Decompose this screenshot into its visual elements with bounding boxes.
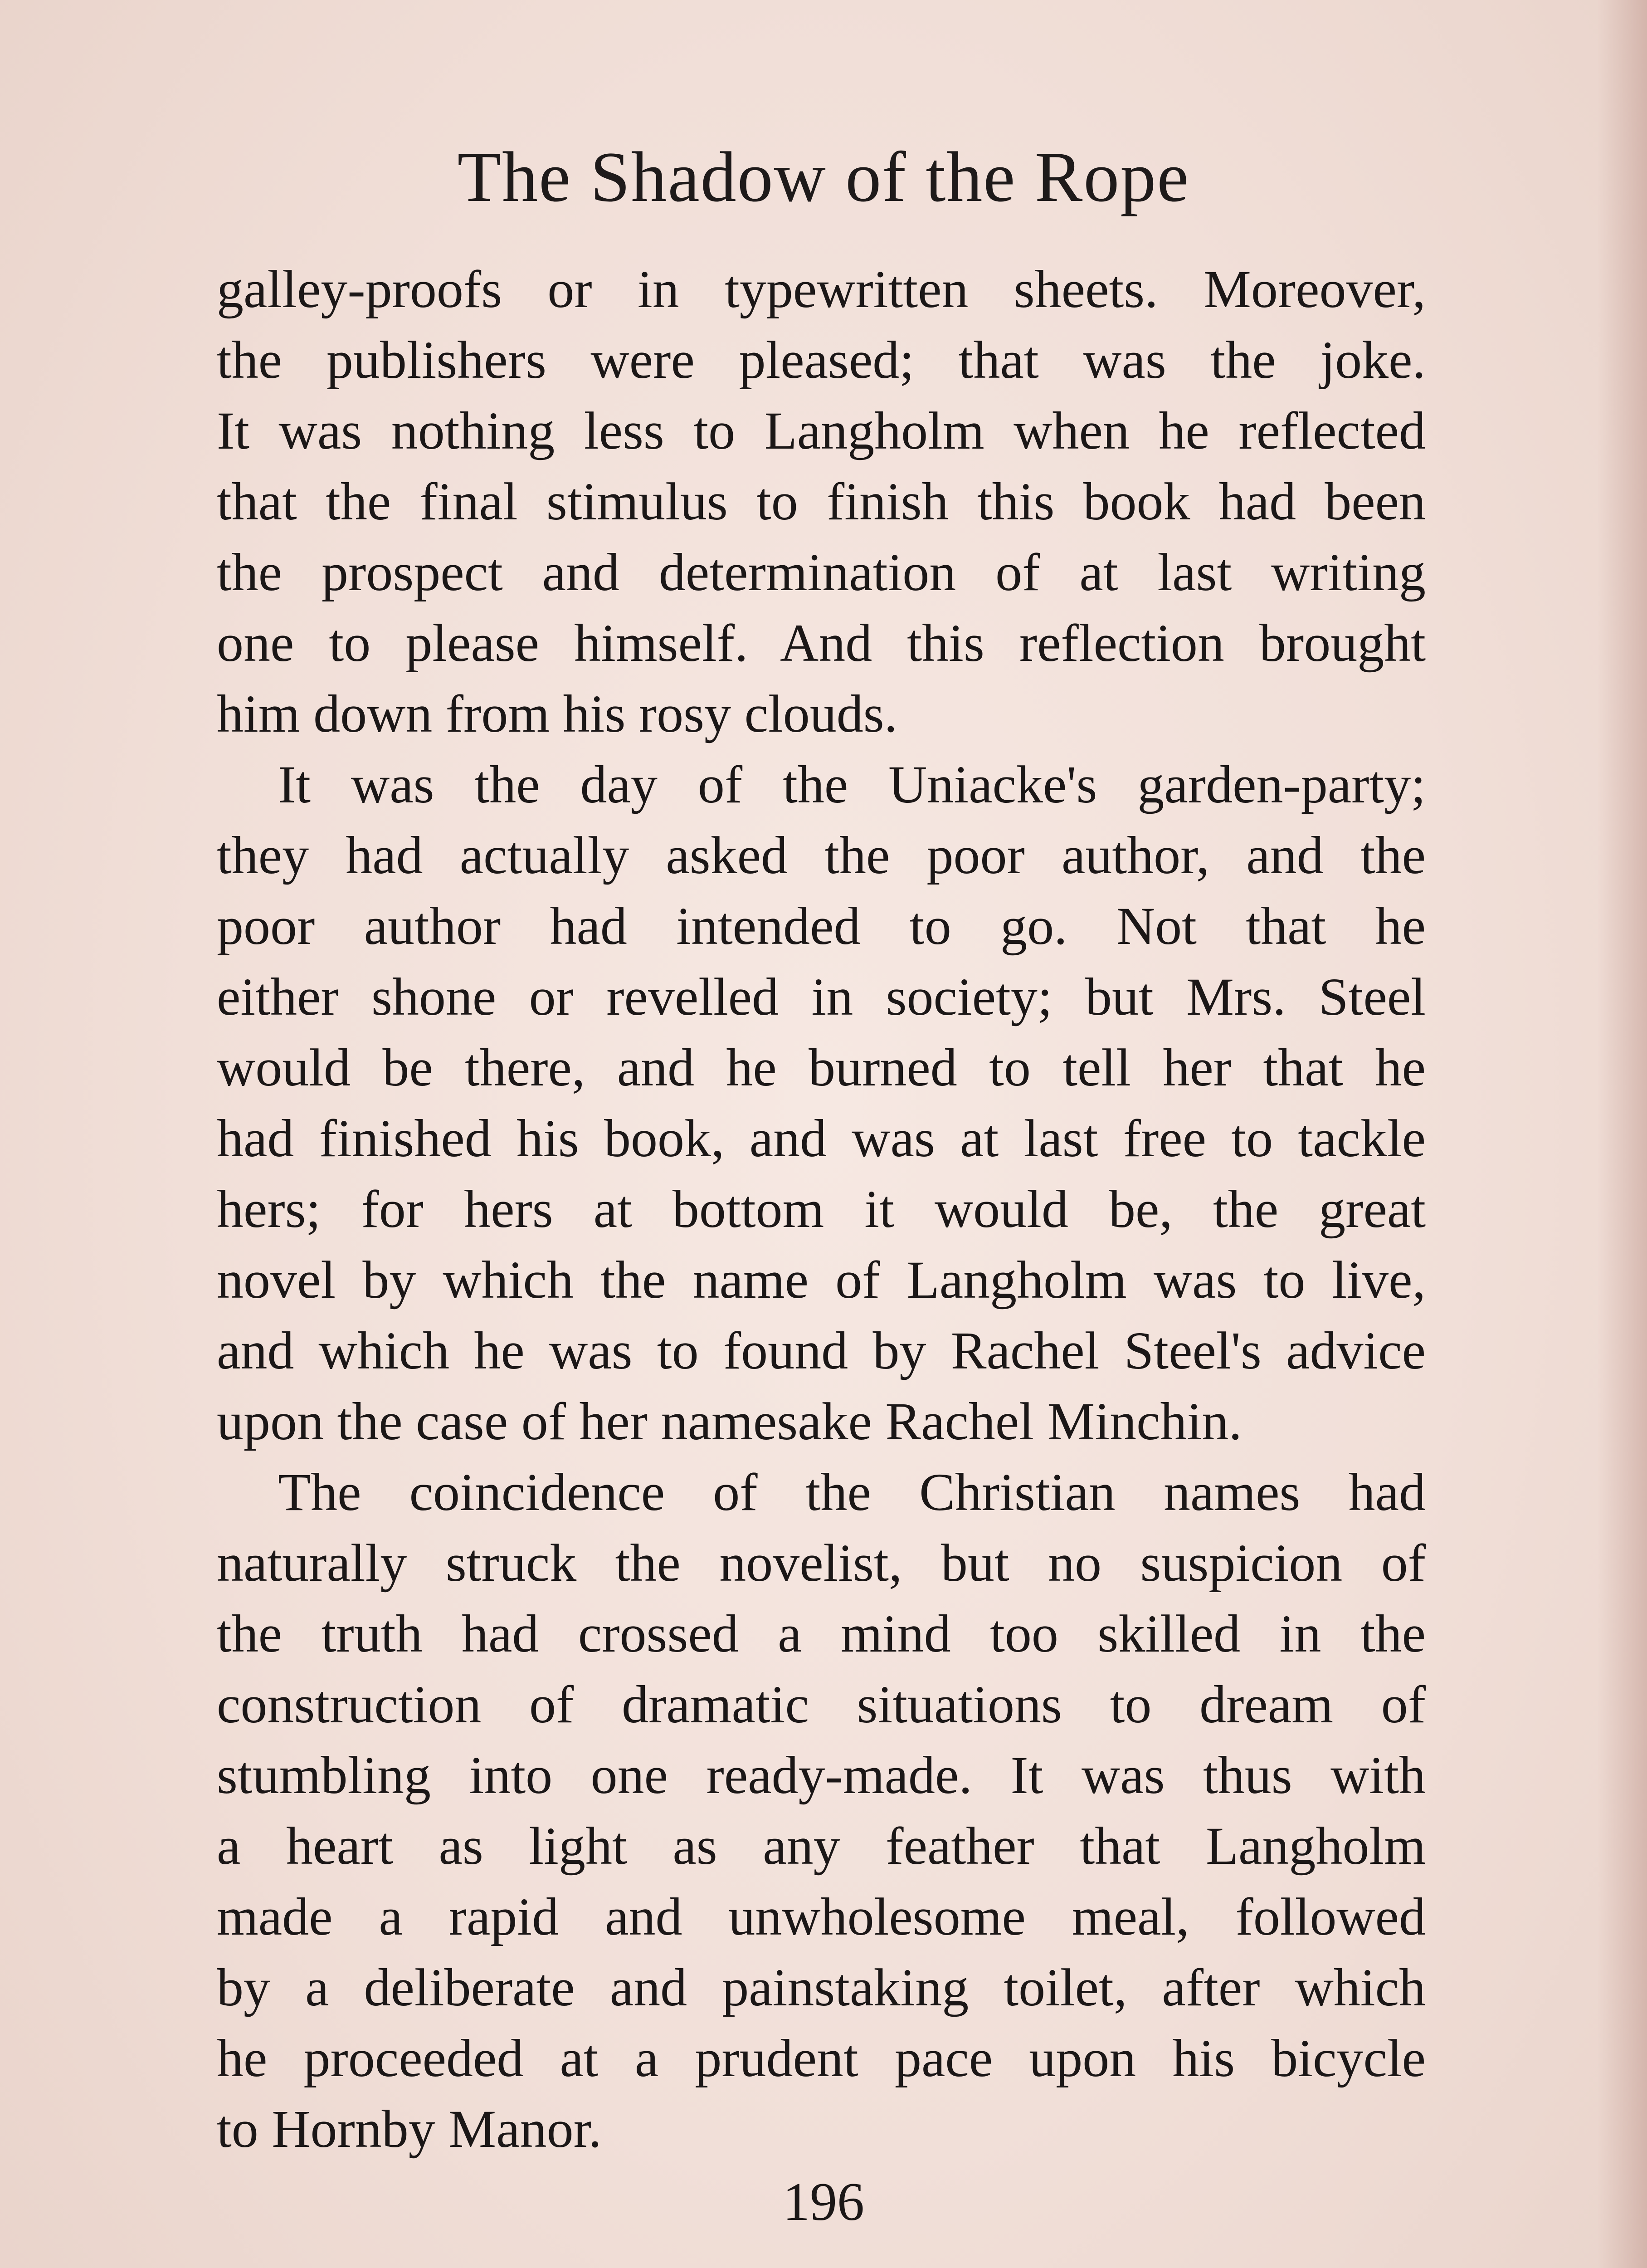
text-line: stumbling into one ready-made. It was thus with <box>217 1745 1426 1805</box>
text-line: made a rapid and unwholesome meal, followed <box>217 1887 1426 1946</box>
paragraph <box>217 254 1426 749</box>
text-line: and which he was to found by Rachel Steel's advice <box>217 1321 1426 1380</box>
text-line: poor author had intended to go. Not that he <box>217 896 1426 956</box>
text-line: hers; for hers at bottom it would be, the great <box>217 1179 1426 1239</box>
text-line: galley-proofs or in typewritten sheets. Moreover, <box>217 259 1426 319</box>
running-head: The Shadow of the Rope <box>457 137 1190 217</box>
paragraph <box>217 1457 1426 2165</box>
paragraph <box>217 749 1426 1457</box>
text-line: naturally struck the novelist, but no suspicion of <box>217 1533 1426 1593</box>
text-line: had finished his book, and was at last free to tackle <box>217 1109 1426 1168</box>
text-line: a heart as light as any feather that Langholm <box>217 1816 1426 1876</box>
text-line: novel by which the name of Langholm was to live, <box>217 1250 1426 1310</box>
body-text <box>217 254 1426 2165</box>
text-line: the publishers were pleased; that was the joke. <box>217 330 1426 390</box>
text-line: they had actually asked the poor author, and the <box>217 826 1426 885</box>
page-edge-shadow <box>1597 0 1647 2268</box>
text-line: one to please himself. And this reflection brought <box>217 613 1426 673</box>
text-line: the prospect and determination of at last writing <box>217 543 1426 602</box>
text-line: him down from his rosy clouds. <box>217 684 898 743</box>
text-line: either shone or revelled in society; but Mrs. Steel <box>217 967 1426 1026</box>
text-line: to Hornby Manor. <box>217 2099 602 2159</box>
text-line: would be there, and he burned to tell her that he <box>217 1038 1426 1097</box>
text-line: The coincidence of the Christian names had <box>278 1462 1426 1522</box>
text-line: that the final stimulus to finish this book had been <box>217 472 1426 531</box>
page-number: 196 <box>783 2171 864 2232</box>
text-line: It was nothing less to Langholm when he reflected <box>217 401 1426 460</box>
text-line: construction of dramatic situations to dream of <box>217 1675 1426 1734</box>
text-line: by a deliberate and painstaking toilet, after which <box>217 1958 1426 2017</box>
text-line: he proceeded at a prudent pace upon his bicycle <box>217 2028 1426 2088</box>
text-line: upon the case of her namesake Rachel Minchin. <box>217 1392 1242 1451</box>
text-line: It was the day of the Uniacke's garden-party; <box>278 755 1426 814</box>
text-line: the truth had crossed a mind too skilled in the <box>217 1604 1426 1663</box>
